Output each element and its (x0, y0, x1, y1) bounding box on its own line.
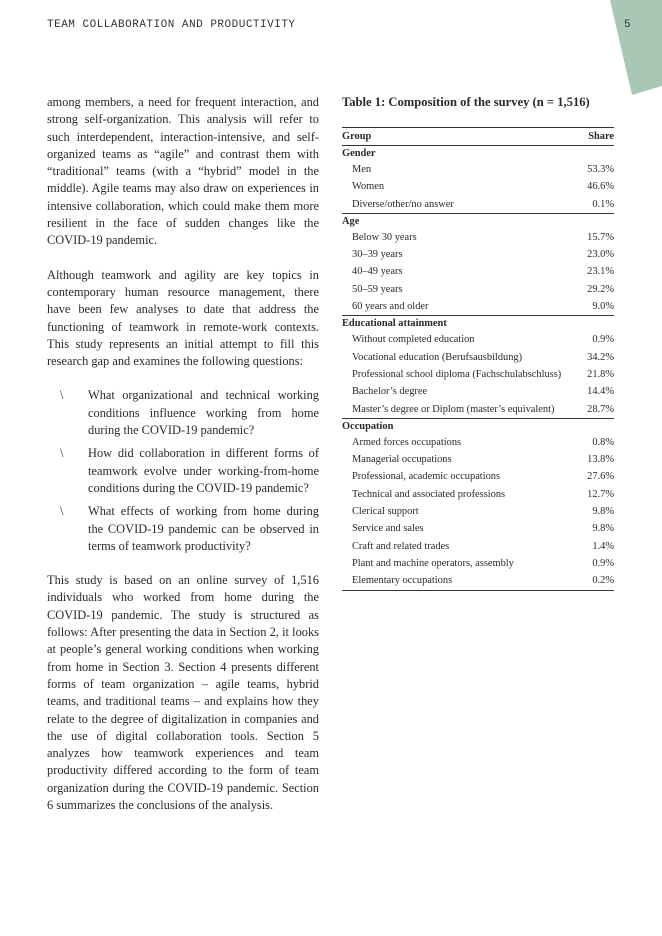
row-label: Vocational education (Berufsausbildung) (352, 351, 523, 363)
row-share-value: 53.3% (587, 164, 614, 175)
table-row (342, 468, 614, 485)
table-row (342, 229, 614, 246)
research-question-text: What organizational and technical working conditions influence working from home during the COVID-19 pandemic? (88, 388, 319, 438)
table-group-row (342, 316, 614, 332)
table-row (342, 246, 614, 263)
research-question (47, 445, 319, 497)
row-share-value: 21.8% (587, 368, 614, 380)
table-row (342, 434, 614, 451)
paragraph-study-structure: This study is based on an online survey of 1,516 individuals who worked from home during the COVID-19 pandemic. The study is structured as follows: After presenting the data in Section 2, it looks at people’s general working conditions when working from home in Section 3. Section 4 presents different forms of team organization – agile teams, hybrid teams, and traditional teams – and explains how they relate to the degree of digitalization in companies and the use of digital collaboration tools. Section 5 analyzes how teamwork experiences and team productivity differed according to the form of team organization during the COVID-19 pandemic. Section 6 summarizes the conclusions of the analysis. (47, 573, 319, 812)
row-label: Below 30 years (352, 231, 417, 243)
table-row (342, 161, 614, 178)
table-row (342, 263, 614, 280)
row-share-value: 1.4% (592, 540, 614, 552)
row-label: Clerical support (352, 506, 419, 518)
group-heading: Educational attainment (342, 318, 447, 330)
research-question-text: How did collaboration in different forms of teamwork evolve under working-from-home conditions during the COVID-19 pandemic? (88, 446, 319, 495)
body-text-column (47, 94, 319, 831)
row-share-value: 9.8% (592, 506, 614, 518)
row-share-value: 29.2% (587, 283, 614, 295)
row-label: 40–49 years (352, 266, 403, 278)
column-header-group: Group (342, 128, 584, 146)
row-share-value: 0.2% (584, 572, 614, 590)
row-label: Service and sales (352, 523, 424, 535)
bullet-glyph: \ (60, 504, 64, 519)
paragraph-intro-continuation: among members, a need for frequent interaction, and strong self-organization. This analysis will refer to such interdependent, interaction-intensive, and self-organized teams as “agile” and contrast them with “traditional” teams (with a “hybrid” model in the middle). Agile teams may also draw on experiences in intensive collaboration, which could make them more resilient in the face of sudden changes like the COVID-19 pandemic. (47, 95, 319, 248)
table-row (342, 486, 614, 503)
row-label: 50–59 years (352, 283, 403, 295)
table-header-row (342, 128, 614, 146)
row-share-value: 0.9% (592, 557, 614, 569)
table-row (342, 196, 614, 214)
corner-accent-shape (610, 0, 662, 95)
row-label: Professional school diploma (Fachschulabschluss) (352, 368, 562, 380)
research-question (47, 503, 319, 555)
table-row (342, 349, 614, 366)
group-heading: Gender (342, 148, 376, 159)
table-row (342, 331, 614, 348)
table-row (342, 178, 614, 195)
row-share-value: 0.9% (592, 334, 614, 346)
column-header-share: Share (584, 128, 614, 146)
row-label: Master’s degree or Diplom (master’s equivalent) (342, 401, 584, 419)
table-body (342, 146, 614, 591)
row-label: Plant and machine operators, assembly (352, 557, 514, 569)
group-heading: Occupation (342, 420, 394, 432)
group-heading: Age (342, 215, 360, 227)
table-row (342, 451, 614, 468)
row-label: Craft and related trades (352, 540, 450, 552)
row-share-value: 28.7% (584, 401, 614, 419)
row-label: Professional, academic occupations (352, 471, 501, 483)
row-share-value: 0.1% (584, 196, 614, 214)
row-label: Without completed education (352, 334, 475, 346)
table-row (342, 572, 614, 590)
row-share-value: 23.0% (587, 249, 614, 261)
row-label: Managerial occupations (352, 454, 452, 466)
row-share-value: 15.7% (587, 231, 614, 243)
table-row (342, 401, 614, 419)
row-label: Technical and associated professions (352, 488, 506, 500)
row-share-value: 46.6% (587, 181, 614, 193)
row-label: 30–39 years (352, 249, 403, 261)
row-label: Women (352, 181, 385, 193)
research-question (47, 387, 319, 439)
paragraph-research-gap: Although teamwork and agility are key topics in contemporary human resource management, there have been few analyses to date that address the functioning of teamwork in remote-work contexts. This study represents an initial attempt to fill this research gap and examines the following questions: (47, 267, 319, 369)
row-label: Diverse/other/no answer (342, 196, 584, 214)
table-group-row (342, 146, 614, 162)
table-title: Table 1: Composition of the survey (n = 1,516) (342, 95, 590, 109)
research-questions-list (47, 387, 319, 555)
row-share-value: 0.8% (592, 436, 614, 448)
table-group-row (342, 213, 614, 229)
survey-composition-table (342, 127, 614, 591)
table-row (342, 503, 614, 520)
row-label: 60 years and older (342, 298, 584, 316)
row-share-value: 27.6% (587, 471, 614, 483)
row-share-value: 14.4% (587, 386, 614, 398)
row-share-value: 9.8% (592, 523, 614, 535)
row-label: Elementary occupations (342, 572, 584, 590)
row-share-value: 12.7% (587, 488, 614, 500)
row-label: Men (352, 164, 372, 175)
table-row (342, 520, 614, 537)
row-share-value: 23.1% (587, 266, 614, 278)
table-row (342, 366, 614, 383)
page-number: 5 (624, 19, 631, 31)
table-row (342, 538, 614, 555)
bullet-glyph: \ (60, 388, 64, 403)
row-label: Armed forces occupations (352, 436, 462, 448)
table-row (342, 298, 614, 316)
bullet-glyph: \ (60, 446, 64, 461)
row-share-value: 13.8% (587, 454, 614, 466)
table-row (342, 383, 614, 400)
table-row (342, 555, 614, 572)
table-group-row (342, 418, 614, 434)
survey-composition-table-block (342, 94, 614, 591)
table-row (342, 281, 614, 298)
research-question-text: What effects of working from home during the COVID-19 pandemic can be observed in terms of teamwork productivity? (88, 504, 319, 553)
row-share-value: 9.0% (584, 298, 614, 316)
row-share-value: 34.2% (587, 351, 614, 363)
row-label: Bachelor’s degree (352, 386, 428, 398)
running-header: TEAM COLLABORATION AND PRODUCTIVITY (47, 19, 296, 31)
